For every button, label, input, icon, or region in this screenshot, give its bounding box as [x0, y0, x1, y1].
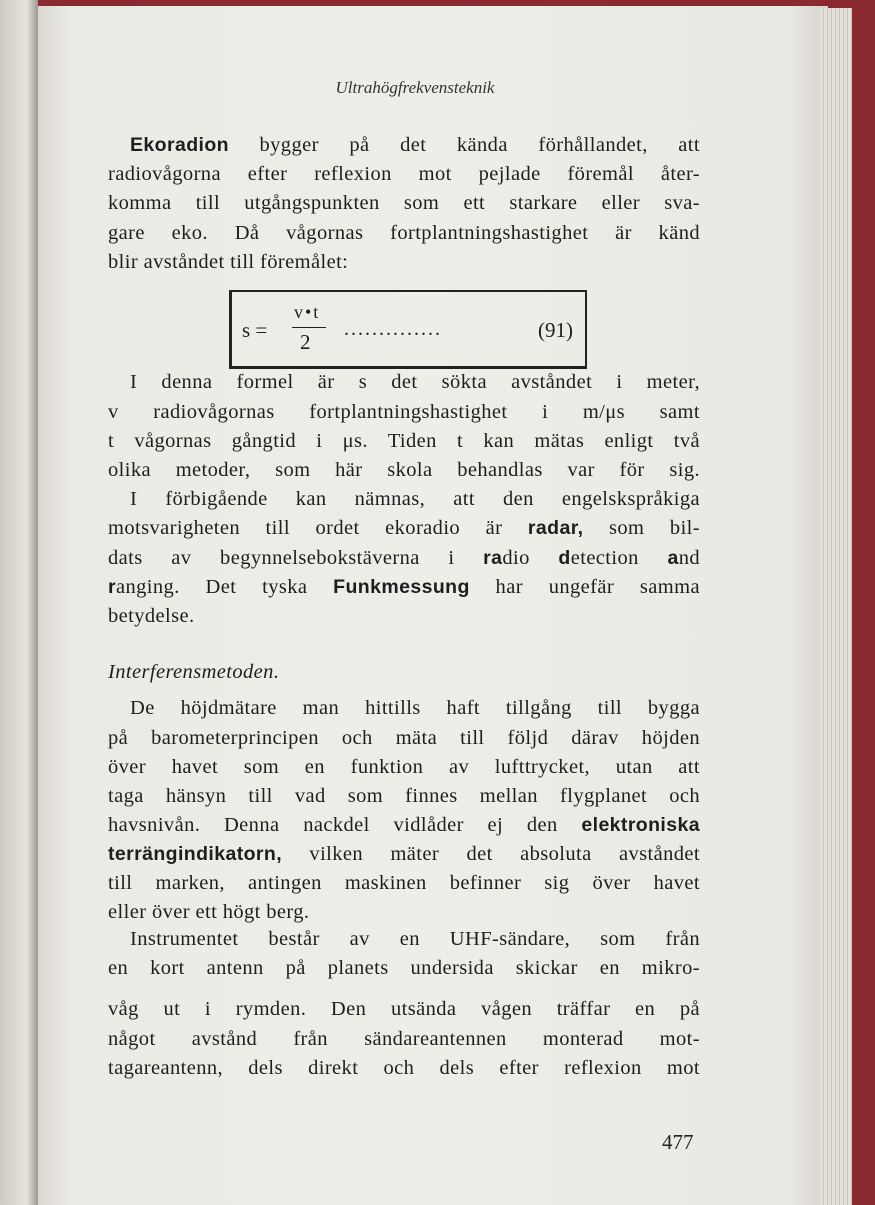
text-line	[130, 488, 700, 511]
text-line	[108, 576, 700, 599]
text-segment: motsvarigheten till ordet ekoradio är	[108, 517, 528, 539]
text-segment: etection	[570, 547, 668, 569]
formula-box	[229, 290, 587, 369]
text-line	[108, 785, 700, 808]
text-segment: dio	[502, 547, 559, 569]
text-line	[108, 872, 700, 895]
text-segment: radiovågorna efter reflexion mot pejlade föremål åter-	[108, 163, 700, 185]
bold-term: Funkmessung	[333, 576, 470, 598]
formula-lhs: s =	[242, 318, 268, 342]
formula-numerator: v•t	[294, 302, 321, 322]
text-segment: havsnivån. Denna nackdel vidlåder ej den	[108, 814, 582, 836]
bold-term: ra	[483, 547, 503, 569]
text-segment: vilken mäter det absoluta avståndet	[282, 843, 700, 865]
text-line	[108, 1028, 700, 1051]
text-line	[130, 697, 700, 720]
text-line	[108, 998, 700, 1021]
bold-term: Ekoradion	[130, 134, 229, 156]
text-segment: betydelse.	[108, 605, 195, 627]
text-line	[108, 251, 700, 274]
text-segment: v radiovågornas fortplantningshastighet i m/μs samt	[108, 401, 700, 423]
text-segment: våg ut i rymden. Den utsända vågen träffar en på	[108, 998, 700, 1020]
text-line	[130, 928, 700, 951]
text-segment: I förbigående kan nämnas, att den engelskspråkiga	[130, 488, 700, 510]
text-line	[108, 901, 700, 924]
text-line	[108, 1057, 700, 1080]
text-segment: anging. Det tyska	[116, 576, 334, 598]
fraction-bar	[292, 327, 326, 328]
text-line	[108, 459, 700, 482]
text-line	[108, 517, 700, 540]
text-segment: på barometerprincipen och mäta till följd därav höjden	[108, 727, 700, 749]
text-segment: till marken, antingen maskinen befinner sig över havet	[108, 872, 700, 894]
text-line	[108, 814, 700, 837]
text-line	[108, 222, 700, 245]
text-line	[108, 756, 700, 779]
text-line	[108, 192, 700, 215]
page-edges	[820, 8, 852, 1205]
text-line	[108, 661, 700, 684]
text-line	[108, 430, 700, 453]
text-line	[108, 957, 700, 980]
text-segment: nd	[678, 547, 701, 569]
bold-term: terrängindikatorn,	[108, 843, 283, 865]
text-segment: komma till utgångspunkten som ett starkare eller sva-	[108, 192, 700, 214]
text-segment: något avstånd från sändareantennen monterad mot-	[108, 1028, 700, 1050]
text-line	[108, 547, 700, 570]
running-header: Ultrahögfrekvensteknik	[335, 78, 495, 97]
formula-leader: ..............	[344, 318, 442, 340]
text-segment: blir avståndet till föremålet:	[108, 251, 349, 273]
formula-denominator: 2	[300, 330, 311, 354]
text-line	[108, 401, 700, 424]
bold-term: radar,	[527, 517, 584, 539]
text-segment: Instrumentet består av en UHF-sändare, som från	[130, 928, 700, 950]
text-line	[108, 605, 700, 628]
text-segment: dats av begynnelsebokstäverna i	[108, 547, 484, 569]
text-segment: taga hänsyn till vad som finnes mellan flygplanet och	[108, 785, 700, 807]
bold-term: d	[558, 547, 571, 569]
equation-number: (91)	[538, 318, 573, 342]
text-segment: en kort antenn på planets undersida skickar en mikro-	[108, 957, 700, 979]
bold-term: r	[108, 576, 116, 598]
text-segment: t vågornas gångtid i μs. Tiden t kan mätas enligt två	[108, 430, 700, 452]
text-segment: tagareantenn, dels direkt och dels efter reflexion mot	[108, 1057, 700, 1079]
text-segment: Interferensmetoden.	[108, 661, 280, 683]
text-line	[108, 727, 700, 750]
text-line	[130, 371, 700, 394]
text-segment: olika metoder, som här skola behandlas var för sig.	[108, 459, 700, 481]
text-segment: bygger på det kända förhållandet, att	[228, 134, 700, 156]
text-segment: eller över ett högt berg.	[108, 901, 310, 923]
bold-term: elektroniska	[581, 814, 700, 836]
facing-page-edge	[0, 0, 38, 1205]
text-segment: De höjdmätare man hittills haft tillgång till bygga	[130, 697, 700, 719]
text-line	[108, 843, 700, 866]
page-number: 477	[662, 1130, 694, 1154]
text-segment: som bil-	[583, 517, 700, 539]
bold-term: a	[667, 547, 679, 569]
text-segment: över havet som en funktion av lufttrycket, utan att	[108, 756, 700, 778]
text-segment: gare eko. Då vågornas fortplantningshastighet är känd	[108, 222, 700, 244]
text-line	[130, 134, 700, 157]
text-segment: I denna formel är s det sökta avståndet i meter,	[130, 371, 700, 393]
text-line	[108, 163, 700, 186]
text-segment: har ungefär samma	[469, 576, 700, 598]
